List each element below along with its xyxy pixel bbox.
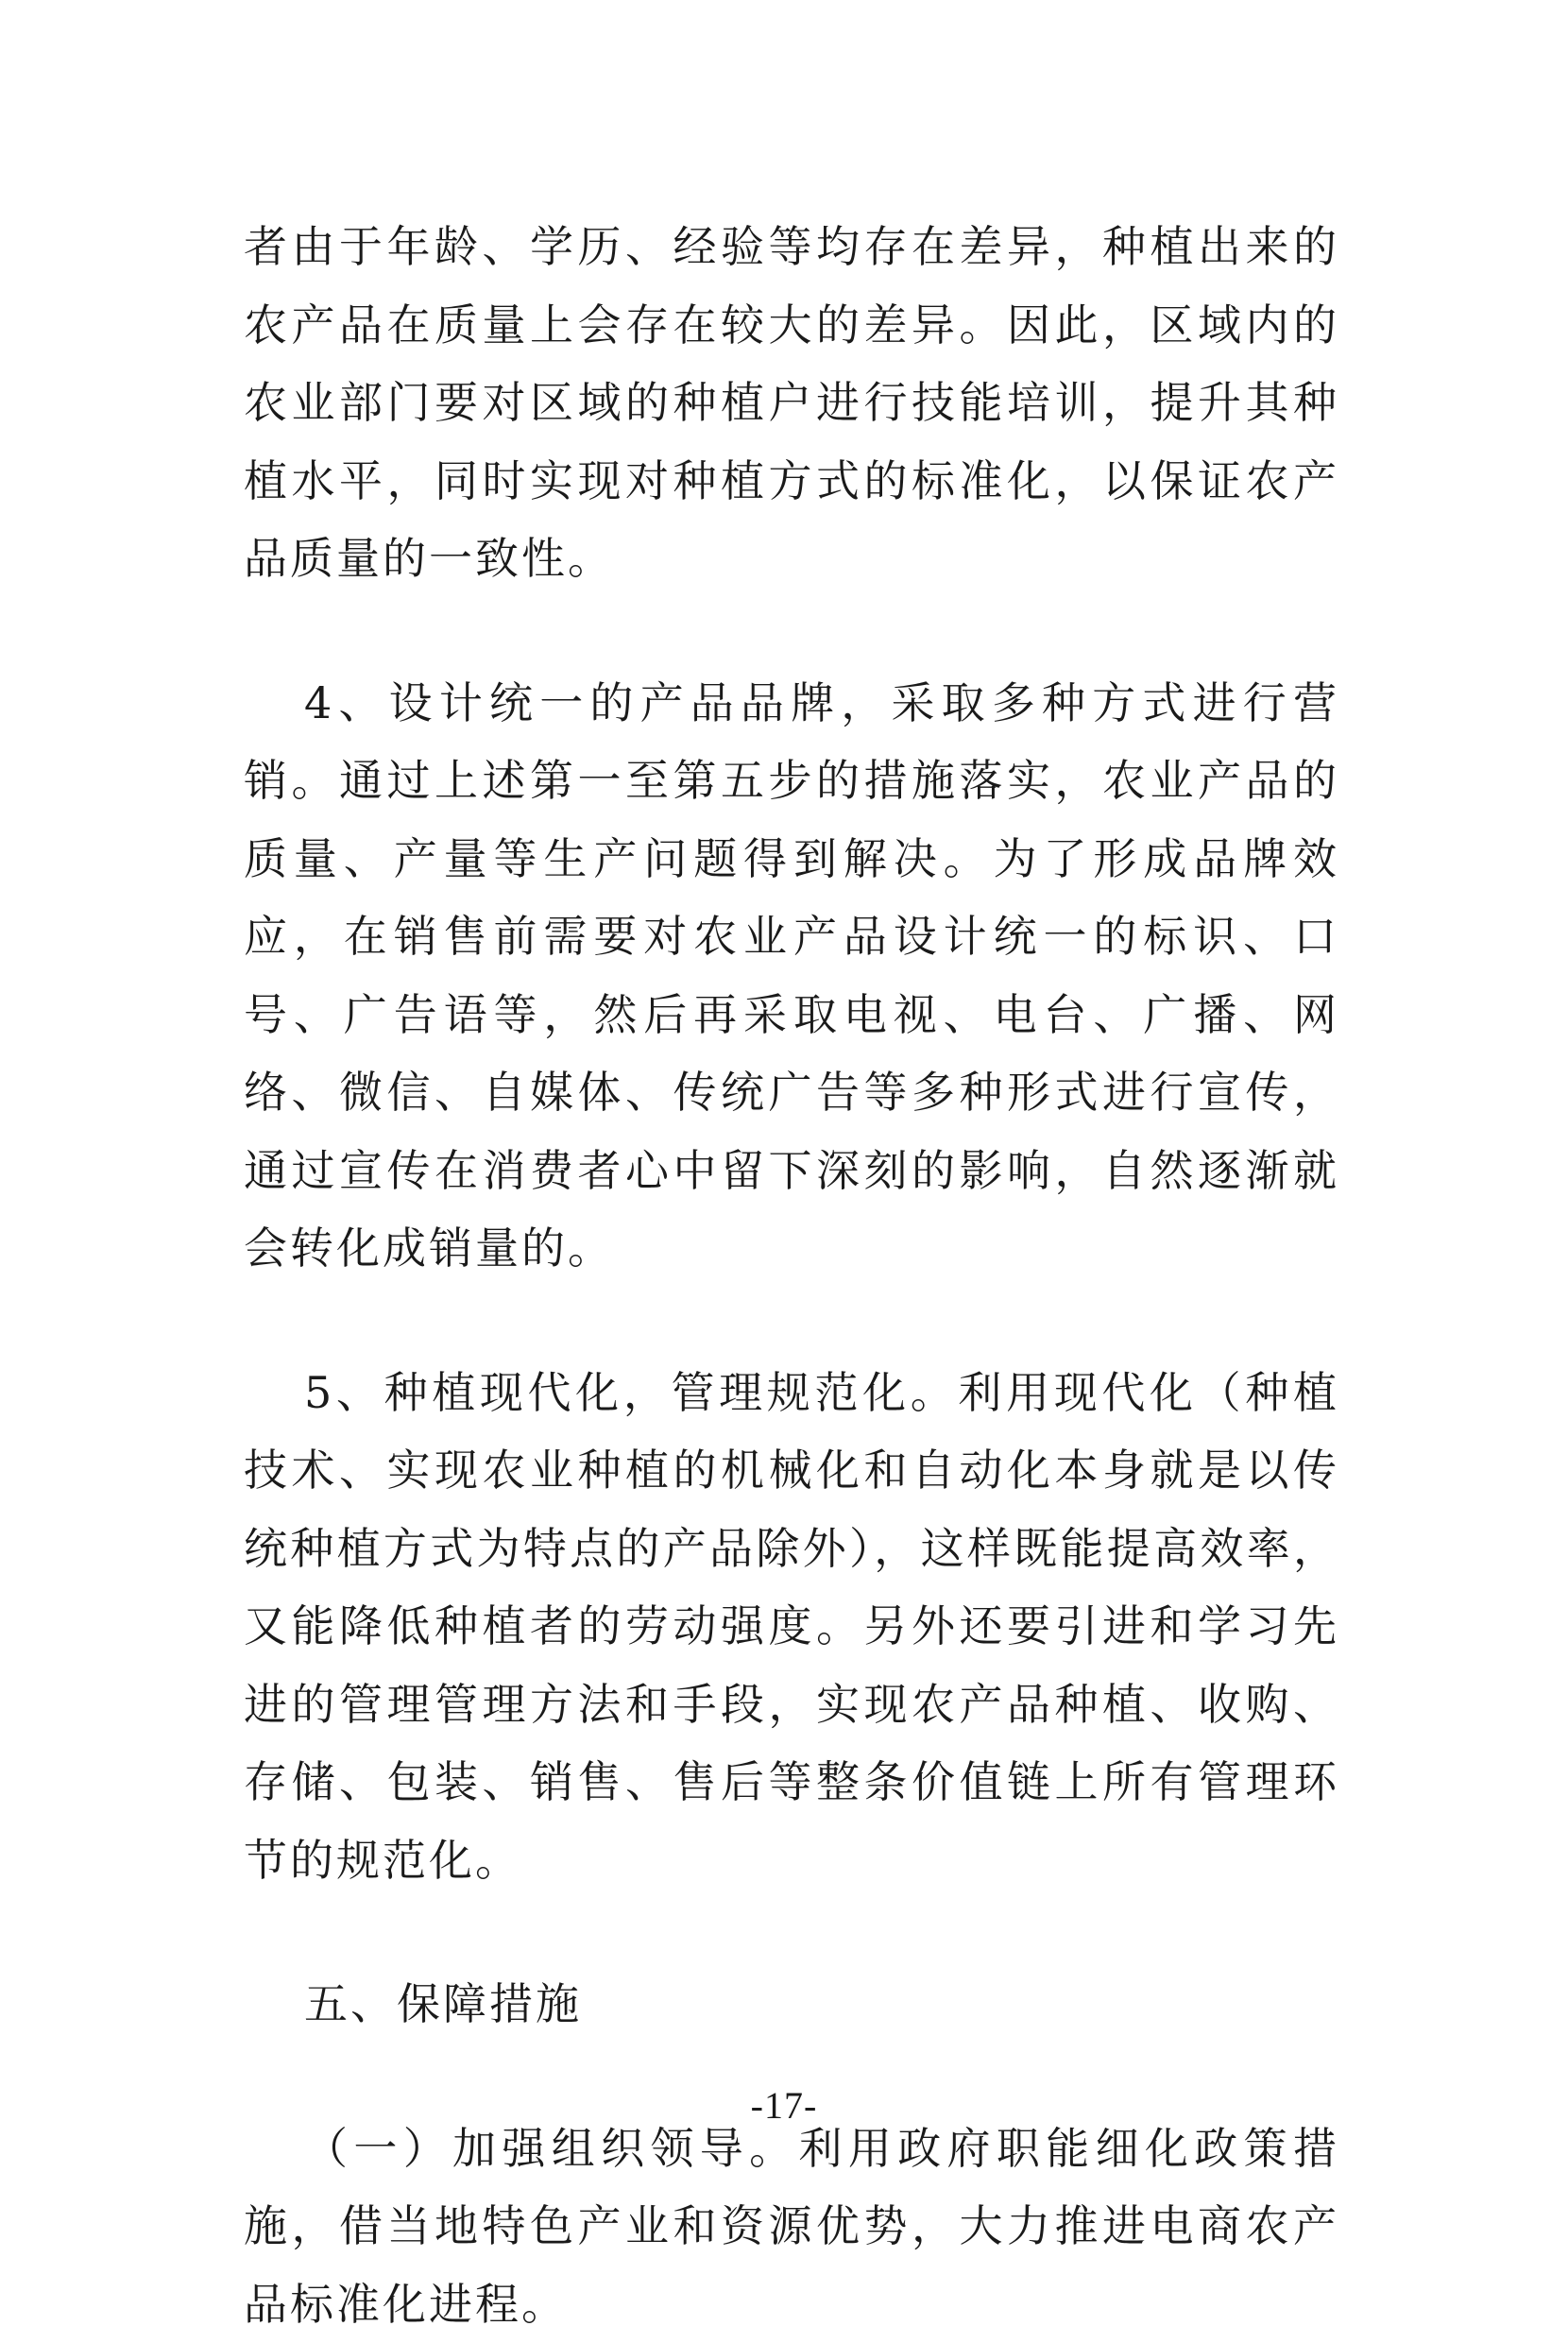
paragraph-continuation: 者由于年龄、学历、经验等均存在差异，种植出来的农产品在质量上会存在较大的差异。因此，区域内的农业部门要对区域的种植户进行技能培训，提升其种植水平，同时实现对种植方式的标准化，以保证农产品质量的一致性。 — [244, 208, 1339, 598]
document-body — [244, 208, 1339, 2343]
paragraph-item-4: 4、设计统一的产品品牌，采取多种方式进行营销。通过上述第一至第五步的措施落实，农业产品的质量、产量等生产问题得到解决。为了形成品牌效应，在销售前需要对农业产品设计统一的标识、口号、广告语等，然后再采取电视、电台、广播、网络、微信、自媒体、传统广告等多种形式进行宣传，通过宣传在消费者心中留下深刻的影响，自然逐渐就会转化成销量的。 — [244, 664, 1339, 1288]
paragraph-organization-leadership: （一）加强组织领导。利用政府职能细化政策措施，借当地特色产业和资源优势，大力推进电商农产品标准化进程。 — [244, 2110, 1339, 2343]
paragraph-item-5: 5、种植现代化，管理规范化。利用现代化（种植技术、实现农业种植的机械化和自动化本身就是以传统种植方式为特点的产品除外），这样既能提高效率，又能降低种植者的劳动强度。另外还要引进和学习先进的管理管理方法和手段，实现农产品种植、收购、存储、包装、销售、售后等整条价值链上所有管理环节的规范化。 — [244, 1354, 1339, 1900]
section-heading: 五、保障措施 — [244, 1965, 1339, 2044]
page-number: -17- — [0, 2083, 1568, 2128]
